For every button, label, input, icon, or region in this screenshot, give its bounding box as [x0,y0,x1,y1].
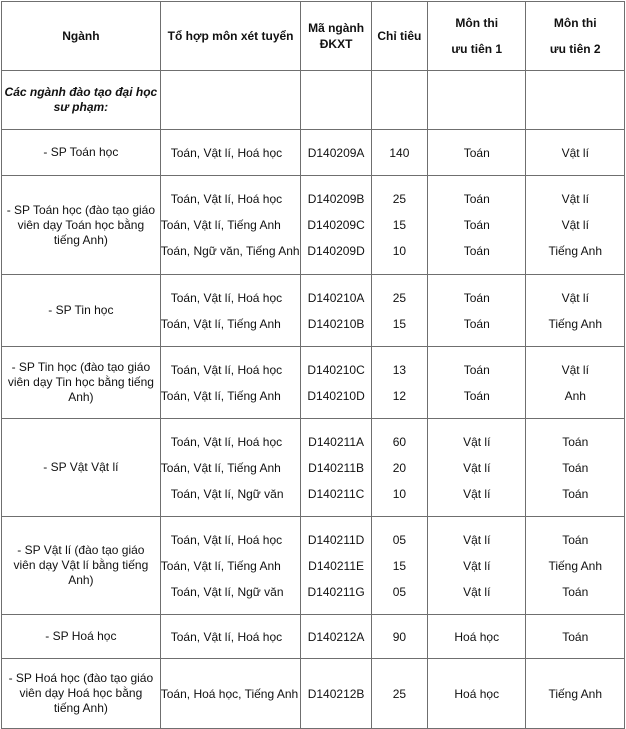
code-cell [301,659,371,729]
combination-cell [160,615,301,659]
code-cell-line: D140211G [307,584,365,599]
quota-cell [371,517,427,615]
quota-cell [371,419,427,517]
priority-1-cell-line: Vật lí [463,486,491,501]
priority-2-cell-line: Tiếng Anh [548,558,603,573]
quota-cell [371,275,427,347]
priority-1-cell-line: Toán [463,362,490,377]
priority-2-cell [526,176,625,275]
combination-cell [160,419,301,517]
table-row [2,419,625,517]
header-code [301,2,371,71]
combination-cell-line: Toán, Vật lí, Hoá học [170,145,283,160]
header-priority-1-line2: ưu tiên 1 [451,42,503,56]
section-empty-cell [301,71,371,130]
quota-cell-line: 10 [392,244,407,258]
combination-cell-line: Toán, Vật lí, Tiếng Anh [160,388,281,403]
table-row [2,659,625,729]
quota-cell [371,130,427,176]
combination-cell-line: Toán, Ngữ văn, Tiếng Anh [160,244,300,258]
code-cell [301,130,371,176]
combination-cell-line: Toán, Vật lí, Ngữ văn [170,584,284,599]
combination-cell-line: Toán, Vật lí, Hoá học [170,532,283,547]
table-row [2,275,625,347]
priority-2-cell-line: Vật lí [561,192,589,206]
priority-2-cell-line: Anh [564,388,586,403]
combination-cell-line: Toán, Vật lí, Hoá học [170,434,283,449]
priority-2-cell-line: Toán [562,460,589,475]
priority-1-cell-line: Vật lí [463,532,491,547]
combination-cell-line: Toán, Vật lí, Ngữ văn [170,486,284,501]
combination-cell-line: Toán, Hoá học, Tiếng Anh [160,686,299,701]
priority-1-cell [428,615,526,659]
quota-cell-line: 25 [392,686,407,701]
table-row [2,517,625,615]
quota-cell [371,176,427,275]
quota-cell-line: 20 [392,460,407,475]
section-empty-cell [428,71,526,130]
priority-2-cell-line: Tiếng Anh [548,244,603,258]
priority-1-cell [428,659,526,729]
section-empty-cell [371,71,427,130]
priority-1-cell [428,419,526,517]
priority-2-cell-line: Toán [562,486,589,501]
priority-1-cell-line: Hoá học [454,629,500,644]
priority-2-cell-line: Tiếng Anh [548,686,603,701]
header-major: Ngành [2,2,161,71]
combination-cell-line: Toán, Vật lí, Hoá học [170,192,283,206]
code-cell [301,615,371,659]
major-name: - SP Toán học (đào tạo giáo viên dạy Toán học bằng tiếng Anh) [2,176,161,275]
priority-1-cell-line: Vật lí [463,558,491,573]
header-combination: Tổ hợp môn xét tuyển [160,2,301,71]
major-name: - SP Tin học [2,275,161,347]
priority-2-cell [526,615,625,659]
priority-2-cell-line: Vật lí [561,362,589,377]
quota-cell-line: 05 [392,532,407,547]
header-priority-2 [526,2,625,71]
header-priority-1-line1: Môn thi [455,16,499,30]
code-cell-line: D140209B [307,192,365,206]
code-cell-line: D140211C [307,486,365,501]
quota-cell-line: 05 [392,584,407,599]
header-quota: Chỉ tiêu [371,2,427,71]
combination-cell-line: Toán, Vật lí, Tiếng Anh [160,218,281,232]
priority-1-cell-line: Toán [463,244,490,258]
priority-1-cell-line: Hoá học [454,686,500,701]
quota-cell-line: 15 [392,558,407,573]
combination-cell [160,347,301,419]
major-name: - SP Hoá học (đào tạo giáo viên dạy Hoá học bằng tiếng Anh) [2,659,161,729]
quota-cell-line: 90 [392,629,407,644]
code-cell [301,419,371,517]
major-name: - SP Tin học (đào tạo giáo viên dạy Tin học bằng tiếng Anh) [2,347,161,419]
priority-1-cell [428,347,526,419]
header-priority-2-line1: Môn thi [553,16,597,30]
header-code-line1: Mã ngành [308,21,365,35]
combination-cell [160,659,301,729]
priority-2-cell-line: Toán [562,532,589,547]
code-cell-line: D140210A [307,290,365,305]
section-title: Các ngành đào tạo đại học sư phạm: [2,71,161,130]
code-cell-line: D140209C [307,218,365,232]
code-cell-line: D140209D [307,244,365,258]
quota-cell [371,615,427,659]
table-row [2,176,625,275]
major-name: - SP Vật Vật lí [2,419,161,517]
priority-1-cell-line: Toán [463,218,490,232]
code-cell-line: D140210D [307,388,365,403]
code-cell [301,275,371,347]
quota-cell [371,659,427,729]
priority-2-cell-line: Toán [562,584,589,599]
code-cell-line: D140211A [308,434,364,449]
quota-cell-line: 60 [392,434,407,449]
combination-cell-line: Toán, Vật lí, Hoá học [170,362,283,377]
priority-2-cell [526,275,625,347]
priority-1-cell [428,130,526,176]
major-name: - SP Hoá học [2,615,161,659]
priority-1-cell-line: Toán [463,388,490,403]
priority-2-cell-line: Tiếng Anh [548,316,603,331]
code-cell-line: D140211B [308,460,364,475]
priority-1-cell-line: Toán [463,192,490,206]
priority-2-cell-line: Vật lí [561,145,589,160]
code-cell-line: D140212A [307,629,365,644]
priority-1-cell [428,176,526,275]
quota-cell-line: 140 [389,145,410,160]
quota-cell-line: 13 [392,362,407,377]
code-cell [301,347,371,419]
header-priority-2-line2: ưu tiên 2 [549,42,601,56]
priority-1-cell-line: Vật lí [463,460,491,475]
priority-2-cell [526,517,625,615]
code-cell [301,517,371,615]
priority-2-cell-line: Vật lí [561,218,589,232]
combination-cell-line: Toán, Vật lí, Hoá học [170,629,283,644]
header-priority-1 [428,2,526,71]
combination-cell [160,275,301,347]
code-cell [301,176,371,275]
priority-2-cell [526,659,625,729]
combination-cell [160,130,301,176]
table-row [2,347,625,419]
table-row [2,130,625,176]
section-row [2,71,625,130]
quota-cell-line: 10 [392,486,407,501]
quota-cell-line: 25 [392,192,407,206]
priority-2-cell [526,347,625,419]
code-cell-line: D140209A [307,145,365,160]
code-cell-line: D140210C [307,362,365,377]
quota-cell-line: 15 [392,316,407,331]
priority-2-cell-line: Toán [562,629,589,644]
table-body [2,71,625,729]
code-cell-line: D140210B [307,316,365,331]
code-cell-line: D140211D [307,532,365,547]
priority-2-cell [526,419,625,517]
major-name: - SP Toán học [2,130,161,176]
header-code-line2: ĐKXT [319,37,353,51]
priority-1-cell [428,275,526,347]
priority-1-cell-line: Toán [463,316,490,331]
combination-cell [160,176,301,275]
quota-cell [371,347,427,419]
combination-cell-line: Toán, Vật lí, Hoá học [170,290,283,305]
code-cell-line: D140211E [308,558,364,573]
priority-1-cell [428,517,526,615]
combination-cell-line: Toán, Vật lí, Tiếng Anh [160,460,281,475]
code-cell-line: D140212B [307,686,365,701]
quota-cell-line: 25 [392,290,407,305]
major-name: - SP Vật lí (đào tạo giáo viên dạy Vật lí bằng tiếng Anh) [2,517,161,615]
section-empty-cell [160,71,301,130]
priority-1-cell-line: Vật lí [463,434,491,449]
quota-cell-line: 12 [392,388,407,403]
combination-cell [160,517,301,615]
priority-1-cell-line: Vật lí [463,584,491,599]
priority-2-cell [526,130,625,176]
priority-1-cell-line: Toán [463,145,490,160]
section-empty-cell [526,71,625,130]
combination-cell-line: Toán, Vật lí, Tiếng Anh [160,558,281,573]
table-row [2,615,625,659]
priority-2-cell-line: Toán [562,434,589,449]
header-row [2,2,625,71]
combination-cell-line: Toán, Vật lí, Tiếng Anh [160,316,281,331]
quota-cell-line: 15 [392,218,407,232]
priority-2-cell-line: Vật lí [561,290,589,305]
admissions-table [1,1,625,729]
priority-1-cell-line: Toán [463,290,490,305]
